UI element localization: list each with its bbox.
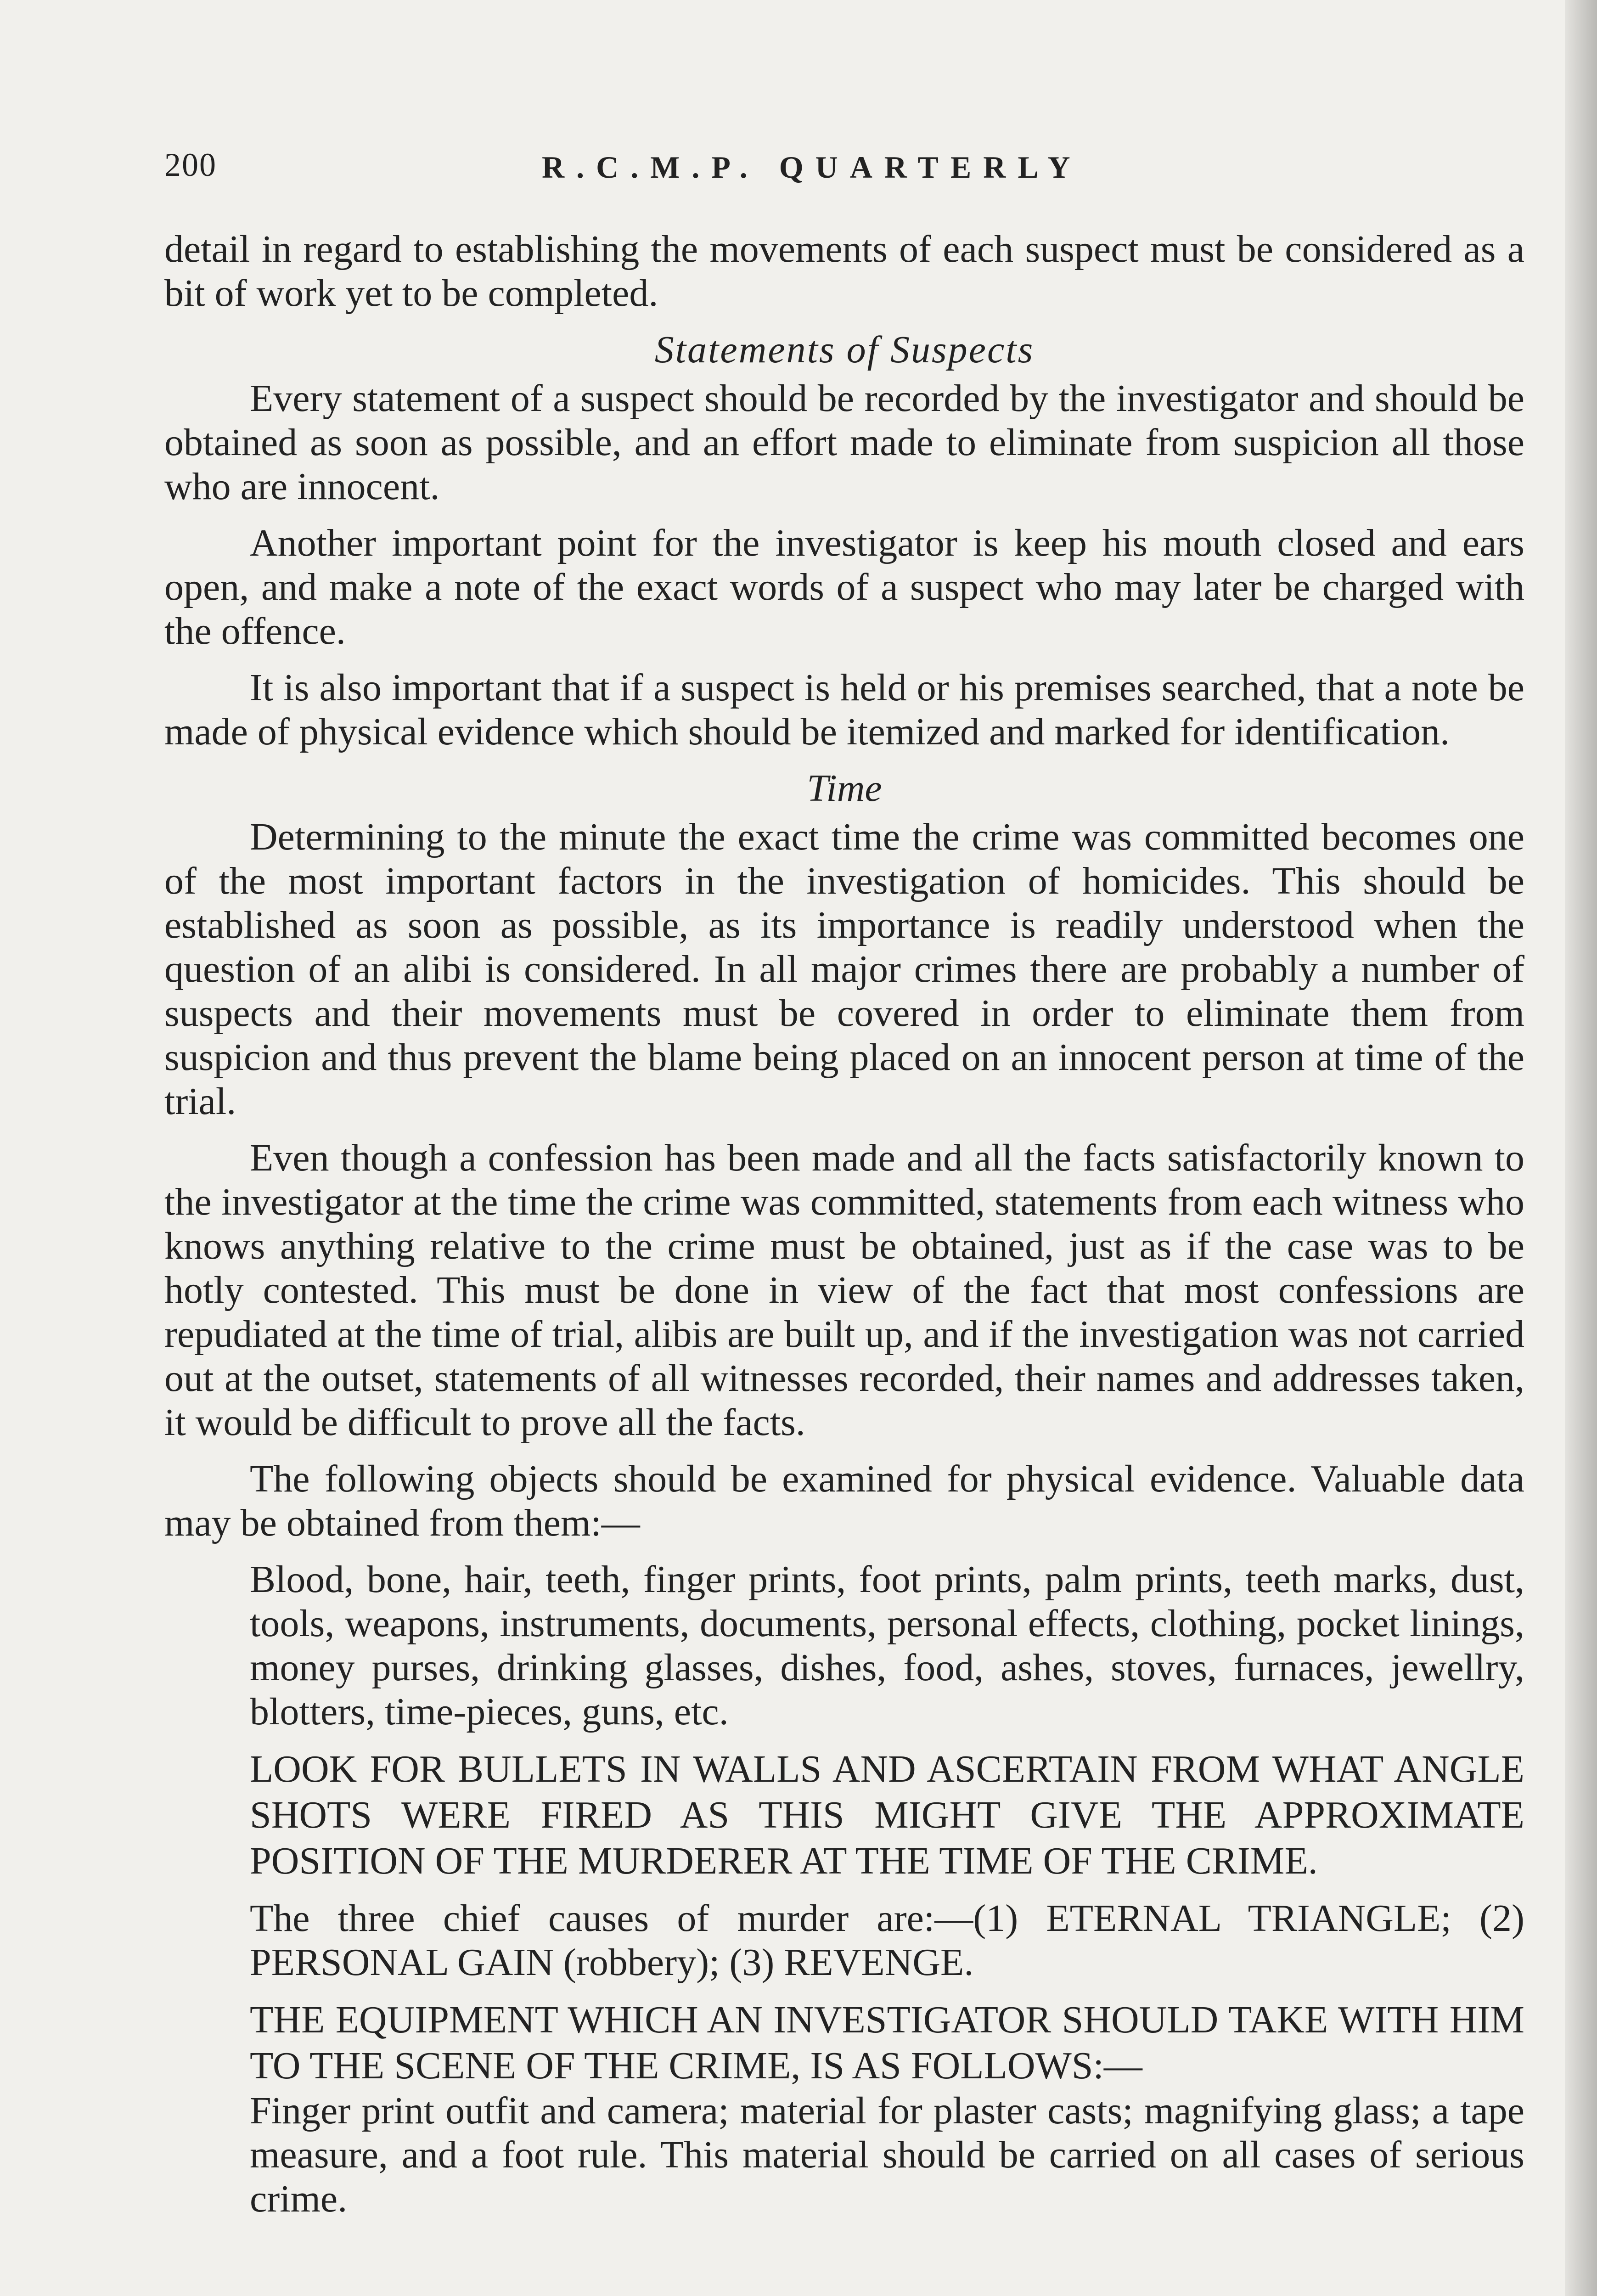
section-heading-time: Time <box>807 767 882 810</box>
paragraph-equipment-list: Finger print outfit and camera; material for plaster casts; magnifying glass; a tape measure, and a foot rule. This material should be carried on all cases of serious crime. <box>250 2089 1524 2220</box>
paragraph-continued: detail in regard to establishing the movements of each suspect must be considered as a bit of work yet to be completed. <box>164 228 1524 315</box>
page-number: 200 <box>164 146 217 183</box>
running-title: R.C.M.P. QUARTERLY <box>542 150 1082 185</box>
article-body <box>164 227 1524 2234</box>
paragraph-time-1: Determining to the minute the exact time the crime was committed becomes one of the most important factors in the investigation of homicides. This should be established as soon as possible, as its importance is readily understood when the question of an alibi is considered. In all major crimes there are probably a number of suspects and their movements must be covered in order to eliminate them from suspicion and thus prevent the blame being placed on an innocent person at time of the trial. <box>164 816 1524 1123</box>
paragraph-time-2: Even though a confession has been made and all the facts satisfactorily known to the investigator at the time the crime was committed, statements from each witness who knows anything relative to the crime must be obtained, just as if the case was to be hotly contested. This must be done in view of the fact that most confessions are repudiated at the time of trial, alibis are built up, and if the investigation was not carried out at the outset, statements of all witnesses recorded, their names and addresses taken, it would be difficult to prove all the facts. <box>164 1137 1524 1444</box>
paragraph-bullets: LOOK FOR BULLETS IN WALLS AND ASCERTAIN FROM WHAT ANGLE SHOTS WERE FIRED AS THIS MIGHT GIVE THE APPROXIMATE POSITION OF THE MURDERER AT THE TIME OF THE CRIME. <box>250 1748 1524 1882</box>
paragraph-statements-1: Every statement of a suspect should be recorded by the investigator and should be obtained as soon as possible, and an effort made to eliminate from suspicion all those who are innocent. <box>164 377 1524 508</box>
paragraph-statements-2: Another important point for the investigator is keep his mouth closed and ears open, and make a note of the exact words of a suspect who may later be charged with the offence. <box>164 522 1524 653</box>
paragraph-objects-list: Blood, bone, hair, teeth, finger prints, foot prints, palm prints, teeth marks, dust, tools, weapons, instruments, documents, personal effects, clothing, pocket linings, money purses, drinking glasses, dishes, food, ashes, stoves, furnaces, jewellry, blotters, time-pieces, guns, etc. <box>250 1558 1524 1733</box>
page-edge-shadow <box>1565 0 1597 2296</box>
paragraph-objects-intro: The following objects should be examined for physical evidence. Valuable data may be obtained from them:— <box>164 1458 1524 1544</box>
paragraph-statements-3: It is also important that if a suspect is held or his premises searched, that a note be made of physical evidence which should be itemized and marked for identification. <box>164 666 1524 753</box>
section-heading-statements: Statements of Suspects <box>654 328 1035 371</box>
paragraph-causes: The three chief causes of murder are:—(1) ETERNAL TRIANGLE; (2) PERSONAL GAIN (robbery); (3) REVENGE. <box>250 1897 1524 1984</box>
paragraph-equipment-heading: THE EQUIPMENT WHICH AN INVESTIGATOR SHOULD TAKE WITH HIM TO THE SCENE OF THE CRIME, IS AS FOLLOWS:— <box>250 1998 1524 2087</box>
